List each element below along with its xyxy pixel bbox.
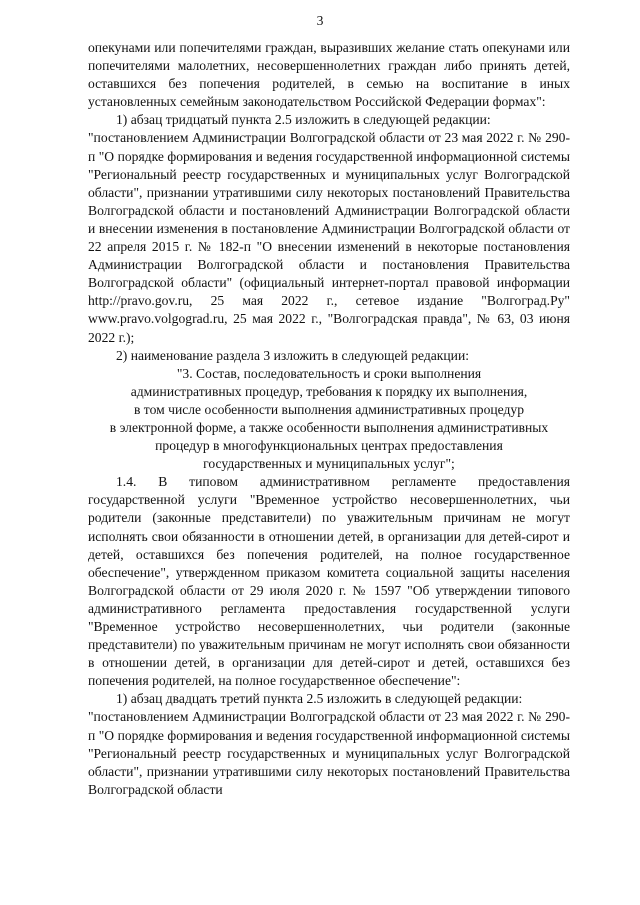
paragraph-item-2-section-name: 2) наименование раздела 3 изложить в следующей редакции: [116, 347, 470, 363]
paragraph-quoted-resolution-2: "постановлением Администрации Волгоградской области от 23 мая 2022 г. № 290-п "О порядке формирования и ведения государственной информационной системы "Региональный реестр государственных и муниципальных услуг Волгоградской области", признании утратившими силу некоторых постановлений Правительства Волгоградской области [88, 709, 570, 797]
document-body [88, 39, 570, 799]
heading-line: государственных и муниципальных услуг"; [203, 456, 455, 472]
paragraph-item-1-twenty-third: 1) абзац двадцать третий пункта 2.5 изложить в следующей редакции: [116, 691, 523, 707]
paragraph-continuation: опекунами или попечителями граждан, выразивших желание стать опекунами или попечителями малолетних, несовершеннолетних граждан либо принять детей, оставшихся без попечения родителей, в семью на воспитание в иных установленных семейным законодательством Российской Федерации формах": [88, 40, 570, 110]
paragraph-1-4-regulation: 1.4. В типовом административном регламенте предоставления государственной услуги "Временное устройство несовершеннолетних, чьи родители (законные представители) по уважительным причинам не могут исполнять свои обязанности в отношении детей, в организации для детей-сирот и детей, оставшихся без попечения родителей, на полное государственное обеспечение", утвержденном приказом комитета социальной защиты населения Волгоградской области от 29 июля 2020 г. № 1597 "Об утверждении типового административного регламента предоставления государственной услуги "Временное устройство несовершеннолетних, чьи родители (законные представители) по уважительным причинам не могут исполнять свои обязанности в отношении детей, в организации для детей-сирот и детей, оставшихся без попечения родителей, на полное государственное обеспечение": [88, 474, 570, 689]
section-3-heading [88, 365, 570, 474]
page-number: 3 [316, 13, 324, 28]
heading-line: административных процедур, требования к порядку их выполнения, [130, 383, 528, 399]
heading-line: в электронной форме, а также особенности выполнения административных [109, 419, 549, 435]
heading-line: "3. Состав, последовательность и сроки выполнения [176, 365, 482, 381]
paragraph-quoted-resolution: "постановлением Администрации Волгоградской области от 23 мая 2022 г. № 290-п "О порядке формирования и ведения государственной информационной системы "Региональный реестр государственных и муниципальных услуг Волгоградской области", признании утратившими силу некоторых постановлений Правительства Волгоградской области и постановлений Администрации Волгоградской области и внесении изменения в постановление Администрации Волгоградской области от 22 апреля 2015 г. № 182-п "О внесении изменений в некоторые постановления Администрации Волгоградской области и постановления Правительства Волгоградской области" (официальный интернет-портал правовой информации http://pravo.gov.ru, 25 мая 2022 г., сетевое издание "Волгоград.Ру" www.pravo.volgograd.ru, 25 мая 2022 г., "Волгоградская правда", № 63, 03 июня 2022 г.); [88, 130, 570, 345]
paragraph-item-1-thirtieth: 1) абзац тридцатый пункта 2.5 изложить в следующей редакции: [116, 112, 491, 128]
heading-line: процедур в многофункциональных центрах предоставления [155, 438, 503, 454]
heading-line: в том числе особенности выполнения административных процедур [133, 401, 525, 417]
